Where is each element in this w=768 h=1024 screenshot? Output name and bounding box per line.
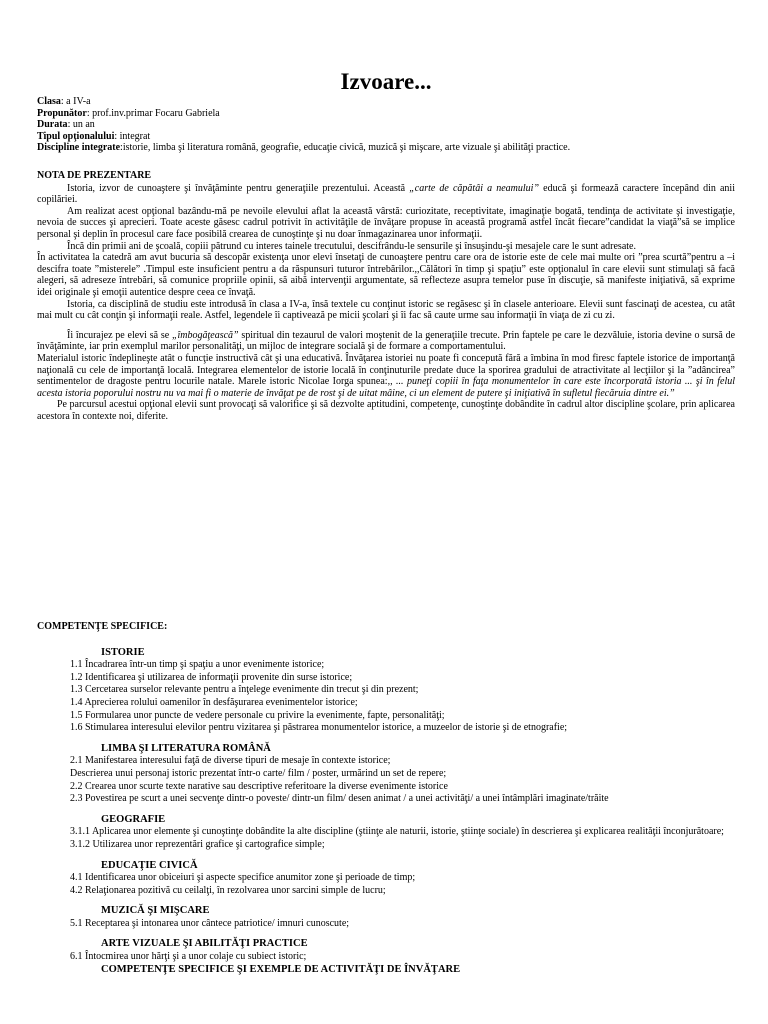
list-item: 2.1 Manifestarea interesului faţă de diverse tipuri de mesaje în contexte istorice;: [70, 755, 391, 767]
list-item: 1.3 Cercetarea surselor relevante pentru a înţelege evenimente din trecut şi din prezent;: [70, 684, 419, 696]
subject-title-limba: LIMBA ŞI LITERATURA ROMÂNĂ: [101, 742, 271, 754]
course-meta: [37, 96, 735, 154]
competente-specifice: [37, 621, 735, 976]
list-item: 5.1 Receptarea şi intonarea unor cântece patriotice/ imnuri cunoscute;: [70, 917, 350, 929]
list-item: 1.5 Formularea unor puncte de vedere personale cu privire la evenimente, fapte, personalităţi;: [70, 709, 445, 721]
meta-discipline: Discipline integrate:istorie, limba şi literatura română, geografie, educaţie civică, muzică şi mişcare, arte vizuale şi abilităţi practice.: [37, 142, 571, 154]
meta-clasa: Clasa: a IV-a: [37, 96, 91, 107]
paragraph: Materialul istoric îndeplineşte atât o funcţie instructivă cât şi una educativă. Învăţarea istoriei nu poate fi concepută fără a îmbina în mod firesc faptele istorice de importanţă naţională cu cele de importanţă locală. Integrarea elementelor de istorie locală în conţinuturile predate duce la sporirea gradului de atractivitate al lecţiilor şi la ”adâncirea” sentimentelor de dragoste pentru locurile natale. Marele istoric Nicolae Iorga spunea:,, ... puneţi copiii în faţa monumentelor în care este încorporată istoria ... şi în felul acesta istoria poporului nostru nu va mai fi o materie de învăţat pe de rost şi de uitat mâine, ci un element de putere şi iniţiativă în sufletul fiecăruia dintre ei.”: [37, 352, 735, 399]
section-heading: NOTA DE PREZENTARE: [37, 170, 152, 181]
paragraph: Încă din primii ani de şcoală, copiii pătrund cu interes tainele trecutului, descifrându-le sensurile şi însuşindu-şi mesajele care le sunt adresate.: [67, 240, 636, 252]
list-item: 3.1.1 Aplicarea unor elemente şi cunoştinţe dobândite la alte discipline (ştiinţe ale naturii, istorie, ştiinţe sociale) în descrierea şi explicarea realităţii înconjurătoare;: [70, 826, 724, 838]
paragraph: Pe parcursul acestui opţional elevii sunt provocaţi să valorifice şi să dezvolte aptitudini, competenţe, cunoştinţe dobândite în cadrul altor discipline şcolare, prin aplicarea acestora în contexte noi, diferite.: [37, 399, 735, 422]
paragraph: Istoria, ca disciplină de studiu este introdusă în clasa a IV-a, însă textele cu conţinut istoric se regăsesc şi în clasele anterioare. Elevii sunt fascinaţi de acestea, cu atât mai mult cu cât conţin şi informaţii reale. Astfel, legendele îi captivează pe micii şcolari şi îi fac să caute urme sau informaţii în viaţa de zi cu zi.: [37, 298, 735, 322]
paragraph: Îi încurajez pe elevi să se „îmbogăţească” spiritual din tezaurul de valori moştenit de la generaţiile trecute. Prin faptele pe care le dezvăluie, istoria devine o sursă de învăţăminte, iar prin exemplul marilor personalităţi, un mijloc de integrare socială şi de formare a comportamentului.: [37, 329, 736, 353]
list-item: Descrierea unui personaj istoric prezentat într-o carte/ film / poster, urmărind un set de repere;: [70, 767, 447, 779]
meta-durata: Durata: un an: [37, 119, 95, 131]
subject-title-geografie: GEOGRAFIE: [101, 813, 166, 825]
list-item: 4.2 Relaţionarea pozitivă cu ceilalţi, în rezolvarea unor sarcini simple de lucru;: [70, 884, 386, 896]
subsection-title: COMPETENŢE SPECIFICE ŞI EXEMPLE DE ACTIVITĂŢI DE ÎNVĂŢARE: [101, 963, 461, 975]
list-item: 4.1 Identificarea unor obiceiuri şi aspecte specifice anumitor zone şi perioade de timp;: [70, 872, 416, 884]
subject-title-arte: ARTE VIZUALE ŞI ABILITĂŢI PRACTICE: [101, 938, 308, 950]
meta-tipul: Tipul opţionalului: integrat: [37, 130, 151, 142]
subject-title-civica: EDUCAŢIE CIVICĂ: [101, 859, 198, 871]
list-item: 6.1 Întocmirea unor hărţi şi a unor colaje cu subiect istoric;: [70, 951, 307, 963]
list-item: 2.3 Povestirea pe scurt a unei secvenţe dintr-o poveste/ dintr-un film/ desen animat / a unei activităţi/ a unei întâmplări imaginate/trăite: [70, 793, 609, 805]
meta-propunator: Propunător: prof.inv.primar Focaru Gabriela: [37, 107, 220, 119]
document-title: Izvoare...: [340, 69, 432, 94]
list-item: 3.1.2 Utilizarea unor reprezentări grafice şi cartografice simple;: [70, 838, 325, 850]
list-item: 1.2 Identificarea şi utilizarea de informaţii provenite din surse istorice;: [70, 671, 353, 683]
list-item: 2.2 Crearea unor scurte texte narative sau descriptive referitoare la diverse evenimente istorice: [70, 780, 448, 792]
subject-title-muzica: MUZICĂ ŞI MIŞCARE: [101, 905, 210, 917]
section-heading: COMPETENŢE SPECIFICE:: [37, 621, 168, 632]
list-item: 1.1 Încadrarea într-un timp şi spaţiu a unor evenimente istorice;: [70, 659, 325, 671]
list-item: 1.4 Aprecierea rolului oamenilor în desfăşurarea evenimentelor istorice;: [70, 696, 358, 708]
paragraph: Istoria, izvor de cunoaştere şi învăţăminte pentru generaţiile prezentului. Această „carte de căpătâi a neamului” educă şi formează caractere începând din anii copilăriei.: [37, 182, 735, 206]
paragraph: În activitatea la catedră am avut bucuria să descopăr existenţa unor elevi însetaţi de cunoaştere pentru care ora de istorie este de cele mai multe ori ”prea scurtă”pentru a –i descifra toate ”misterele” .Timpul este insuficient pentru a da răspunsuri tuturor întrebărilor.,,Călători în timp şi spaţiu” este opţionalul în care elevii sunt stimulaţi să facă alegeri, să adreseze întrebări, să comunice propriile opinii, să aibă intervenţii argumentate, să reflecteze asupra temelor puse în discuţie, să manifeste iniţiativă, să exprime idei originale şi emoţii autentice despre ceea ce învaţă.: [37, 252, 735, 298]
nota-de-prezentare: [37, 170, 735, 422]
paragraph: Am realizat acest opţional bazându-mă pe nevoile elevului aflat la această vârstă: curiozitate, receptivitate, imaginaţie bogată, tendinţa de activitate şi investigaţie, nevoia de succes şi aprecieri. Toate aceste găsesc cadrul potrivit în activităţile de învăţare propuse în această programă astfel încât fiecare”candidat la viaţă”să se implice personal şi deplin în procesul care face posibilă crearea de cunoştinţe şi nu doar înmagazinarea unor informaţii.: [37, 205, 735, 240]
list-item: 1.6 Stimularea interesului elevilor pentru vizitarea şi păstrarea monumentelor istorice, a muzeelor de istorie şi de etnografie;: [70, 722, 568, 734]
subject-title-istorie: ISTORIE: [101, 646, 145, 658]
